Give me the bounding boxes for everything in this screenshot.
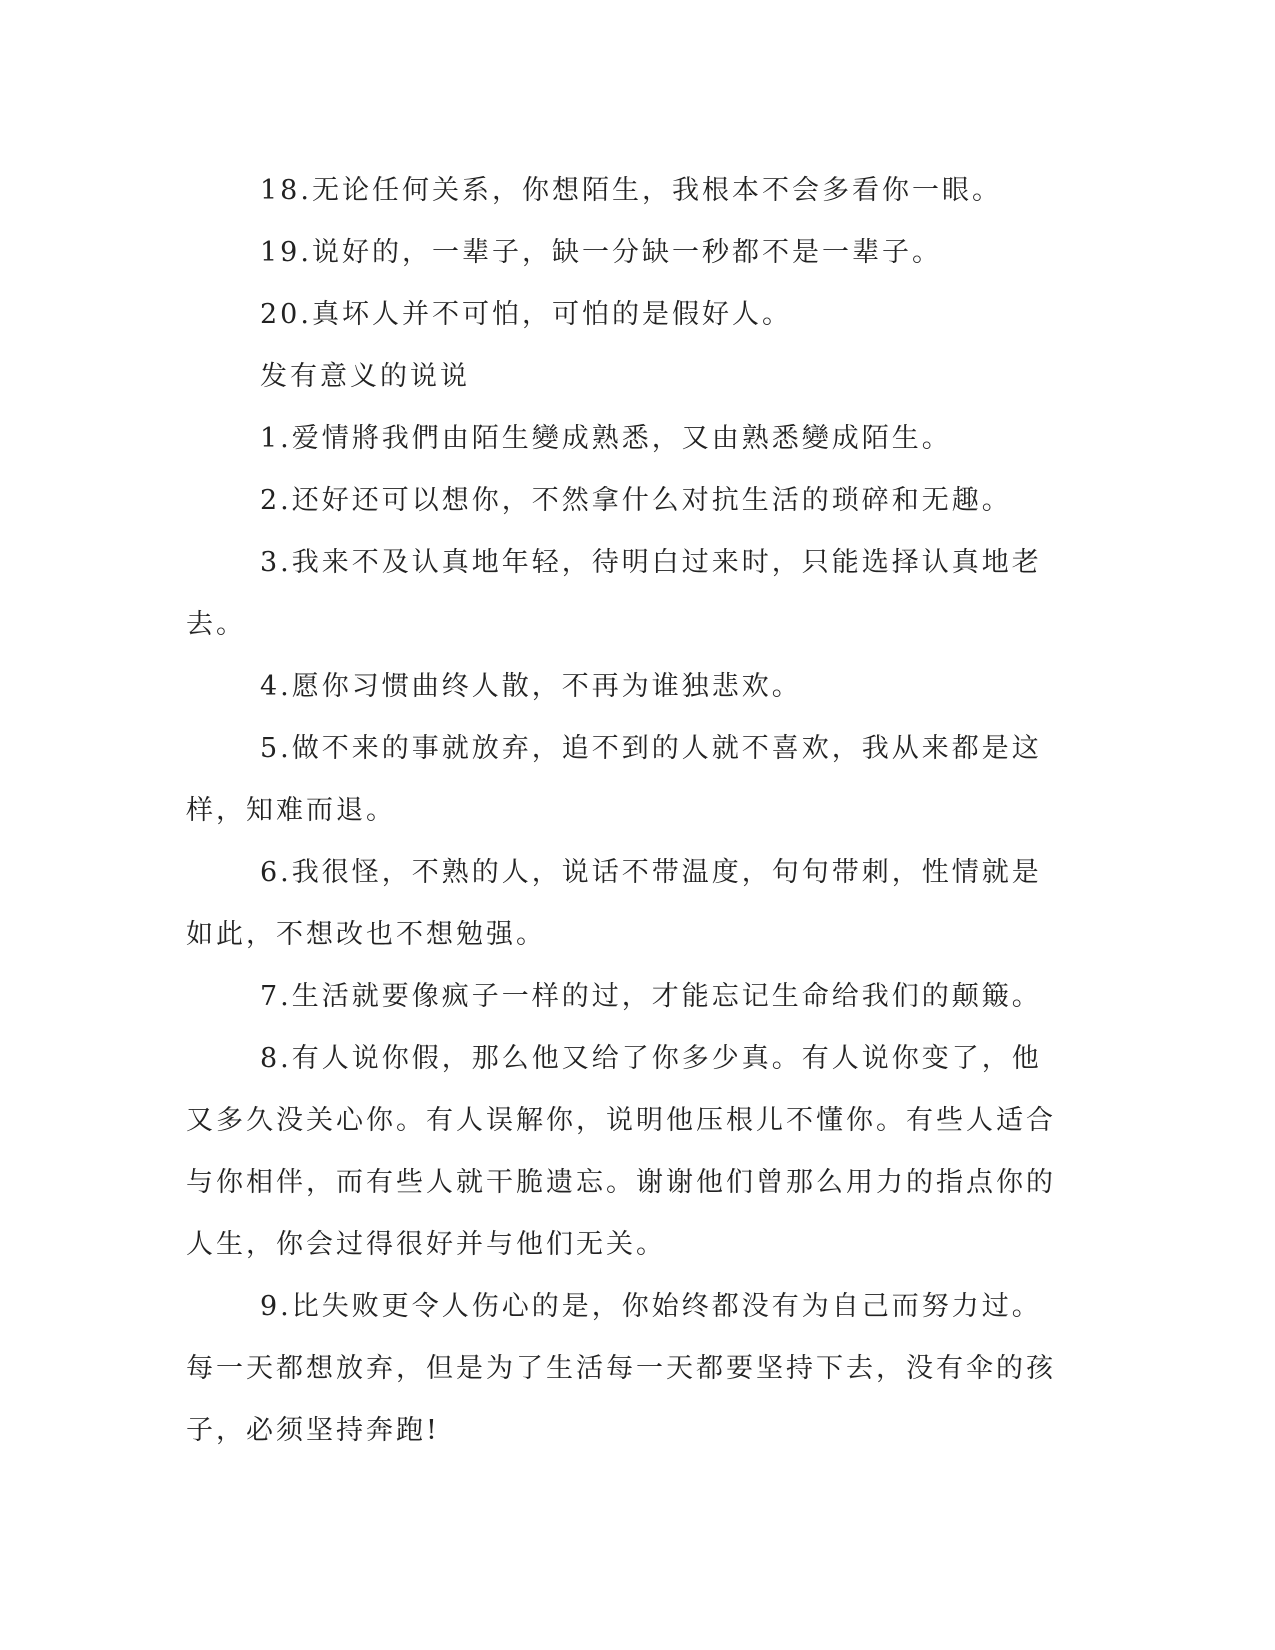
paragraph-5: 5.做不来的事就放弃，追不到的人就不喜欢，我从来都是这样，知难而退。 <box>186 733 1042 826</box>
paragraph-8: 8.有人说你假，那么他又给了你多少真。有人说你变了，他又多久没关心你。有人误解你，说明他压根儿不懂你。有些人适合与你相伴，而有些人就干脆遗忘。谢谢他们曾那么用力的指点你的人生，你会过得很好并与他们无关。 <box>186 1043 1056 1260</box>
section-heading: 发有意义的说说 <box>260 361 470 392</box>
paragraph-2: 2.还好还可以想你，不然拿什么对抗生活的琐碎和无趣。 <box>260 485 1012 516</box>
paragraph-3: 3.我来不及认真地年轻，待明白过来时，只能选择认真地老去。 <box>186 547 1042 640</box>
paragraph-6: 6.我很怪，不熟的人，说话不带温度，句句带刺，性情就是如此，不想改也不想勉强。 <box>186 857 1042 950</box>
paragraph-1: 1.爱情將我們由陌生變成熟悉，又由熟悉變成陌生。 <box>260 423 952 454</box>
document-body <box>186 160 1066 1462</box>
paragraph-20: 20.真坏人并不可怕，可怕的是假好人。 <box>260 299 792 330</box>
paragraph-18: 18.无论任何关系，你想陌生，我根本不会多看你一眼。 <box>260 175 1002 206</box>
paragraph-19: 19.说好的，一辈子，缺一分缺一秒都不是一辈子。 <box>260 237 942 268</box>
paragraph-7: 7.生活就要像疯子一样的过，才能忘记生命给我们的颠簸。 <box>260 981 1042 1012</box>
paragraph-4: 4.愿你习惯曲终人散，不再为谁独悲欢。 <box>260 671 802 702</box>
paragraph-9: 9.比失败更令人伤心的是，你始终都没有为自己而努力过。每一天都想放弃，但是为了生活每一天都要坚持下去，没有伞的孩子，必须坚持奔跑! <box>186 1291 1056 1446</box>
